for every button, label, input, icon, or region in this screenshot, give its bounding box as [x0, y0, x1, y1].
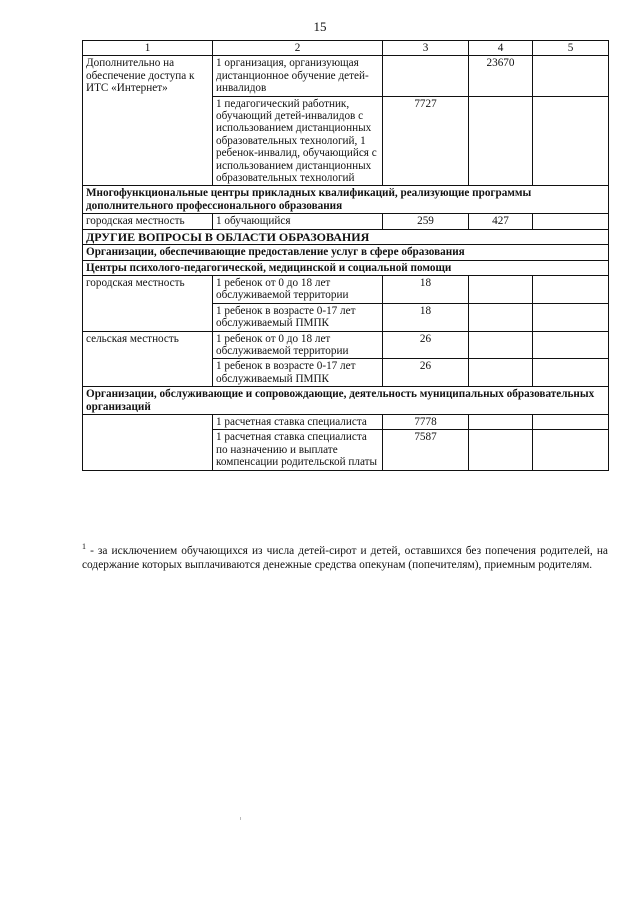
value-cell: [533, 359, 609, 387]
unit-cell: 1 ребенок в возрасте 0-17 лет обслуживаемый ПМПК: [213, 359, 383, 387]
section-heading: Центры психолого-педагогической, медицинской и социальной помощи: [83, 260, 609, 275]
value-cell: [469, 430, 533, 470]
section-heading: Организации, обслуживающие и сопровождающие, деятельность муниципальных образовательных организаций: [83, 387, 609, 415]
value-cell: [533, 414, 609, 429]
table-header-row: [83, 41, 609, 56]
section-row: [83, 186, 609, 214]
value-cell: [533, 331, 609, 359]
value-cell: 7727: [383, 96, 469, 186]
section-row: [83, 387, 609, 415]
footnote-text: - за исключением обучающихся из числа детей-сирот и детей, оставшихся без попечения родителей, на содержание которых выплачиваются денежные средства опекунам (попечителям), приемным родителям.: [82, 544, 608, 571]
column-header: 2: [213, 41, 383, 56]
unit-cell: 1 педагогический работник, обучающий детей-инвалидов с использованием дистанционных образовательных технологий, 1 ребенок-инвалид, обучающийся с использованием дистанционных образовательных технологий: [213, 96, 383, 186]
column-header: 3: [383, 41, 469, 56]
value-cell: 18: [383, 303, 469, 331]
unit-cell: 1 ребенок в возрасте 0-17 лет обслуживаемый ПМПК: [213, 303, 383, 331]
value-cell: [383, 56, 469, 96]
page-number: 15: [313, 19, 327, 34]
value-cell: 259: [383, 214, 469, 229]
table-row: [83, 331, 609, 359]
value-cell: [469, 303, 533, 331]
unit-cell: 1 ребенок от 0 до 18 лет обслуживаемой территории: [213, 275, 383, 303]
value-cell: [469, 359, 533, 387]
column-header: 4: [469, 41, 533, 56]
row-label: [83, 414, 213, 470]
row-label: Дополнительно на обеспечение доступа к ИТС «Интернет»: [83, 56, 213, 186]
value-cell: 23670: [469, 56, 533, 96]
section-heading: Организации, обеспечивающие предоставление услуг в сфере образования: [83, 245, 609, 260]
value-cell: 7587: [383, 430, 469, 470]
value-cell: 427: [469, 214, 533, 229]
footnote-mark: 1: [82, 542, 86, 551]
value-cell: [533, 214, 609, 229]
value-cell: [533, 56, 609, 96]
unit-cell: 1 ребенок от 0 до 18 лет обслуживаемой территории: [213, 331, 383, 359]
value-cell: 26: [383, 359, 469, 387]
value-cell: [469, 414, 533, 429]
unit-cell: 1 расчетная ставка специалиста: [213, 414, 383, 429]
column-header: 1: [83, 41, 213, 56]
table-row: [83, 56, 609, 96]
unit-cell: 1 организация, организующая дистанционное обучение детей-инвалидов: [213, 56, 383, 96]
value-cell: 18: [383, 275, 469, 303]
value-cell: [469, 275, 533, 303]
value-cell: [533, 275, 609, 303]
norms-table: [82, 40, 609, 471]
section-row: [83, 245, 609, 260]
unit-cell: 1 обучающийся: [213, 214, 383, 229]
row-label: сельская местность: [83, 331, 213, 387]
value-cell: [469, 331, 533, 359]
unit-cell: 1 расчетная ставка специалиста по назначению и выплате компенсации родительской платы: [213, 430, 383, 470]
table-row: [83, 275, 609, 303]
section-heading: Многофункциональные центры прикладных квалификаций, реализующие программы дополнительного профессионального образования: [83, 186, 609, 214]
column-header: 5: [533, 41, 609, 56]
section-row: [83, 229, 609, 244]
value-cell: 26: [383, 331, 469, 359]
row-label: городская местность: [83, 214, 213, 229]
value-cell: [533, 96, 609, 186]
value-cell: [533, 430, 609, 470]
row-label: городская местность: [83, 275, 213, 331]
value-cell: 7778: [383, 414, 469, 429]
footnote: [82, 540, 608, 572]
table-row: [83, 414, 609, 429]
value-cell: [533, 303, 609, 331]
scan-speck: [240, 817, 241, 820]
section-heading: ДРУГИЕ ВОПРОСЫ В ОБЛАСТИ ОБРАЗОВАНИЯ: [83, 229, 609, 244]
table-row: [83, 214, 609, 229]
value-cell: [469, 96, 533, 186]
section-row: [83, 260, 609, 275]
